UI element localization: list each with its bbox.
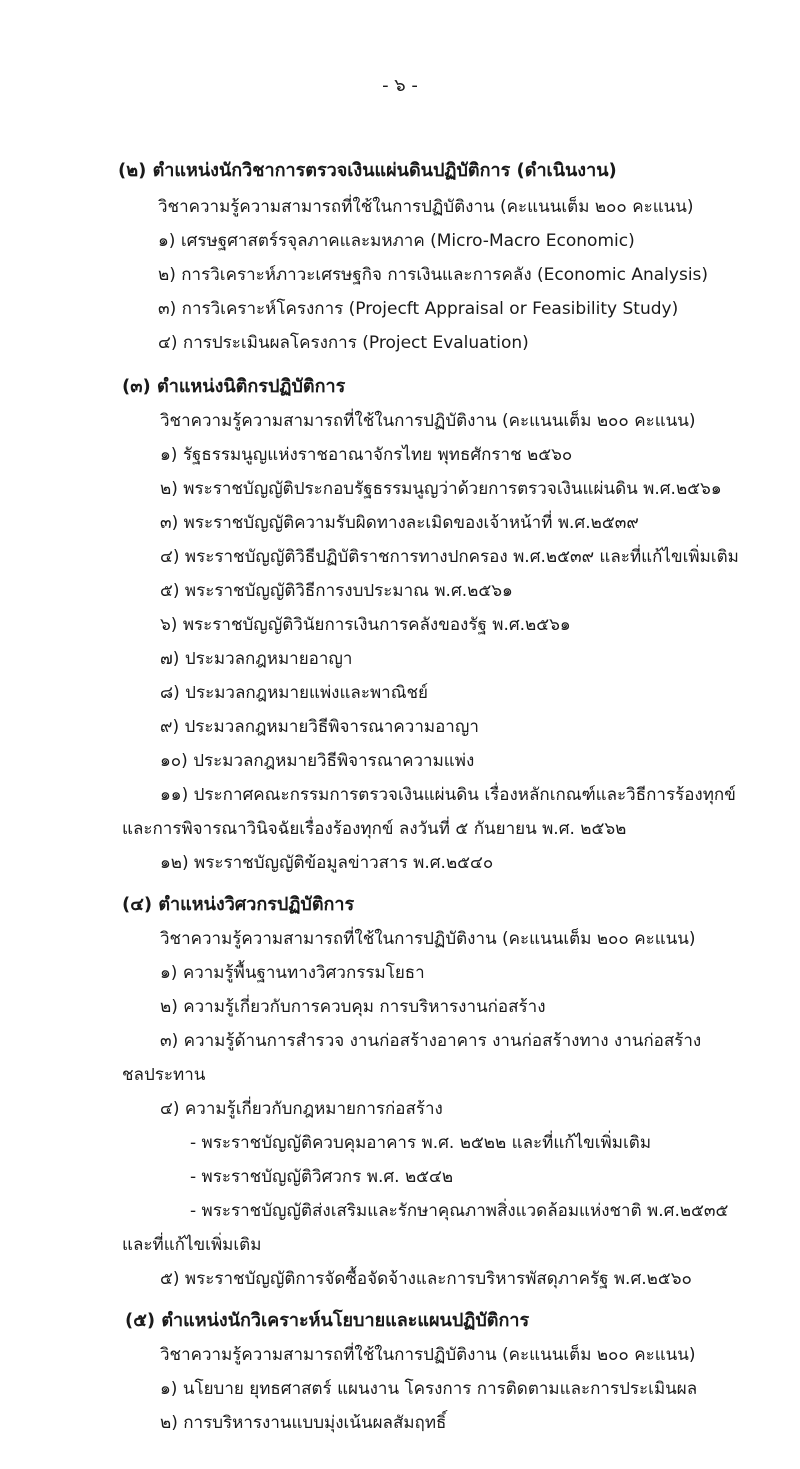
list-item: ๑๒) พระราชบัญญัติข้อมูลข่าวสาร พ.ศ.๒๕๔๐ — [160, 853, 494, 873]
list-item: ๑) ความรู้พื้นฐานทางวิศวกรรมโยธา — [160, 963, 425, 983]
list-item-continuation: ชลประทาน — [122, 1065, 206, 1085]
section-heading: (๕) ตำแหน่งนักวิเคราะห์นโยบายและแผนปฏิบัติการ — [125, 1310, 530, 1331]
list-item: ๓) พระราชบัญญัติความรับผิดทางละเมิดของเจ้าหน้าที่ พ.ศ.๒๕๓๙ — [160, 513, 639, 533]
list-item: ๒) การบริหารงานแบบมุ่งเน้นผลสัมฤทธิ์ — [160, 1413, 447, 1433]
list-item: ๑๐) ประมวลกฎหมายวิธีพิจารณาความแพ่ง — [160, 751, 475, 771]
list-item: ๑) เศรษฐศาสตร์รจุลภาคและมหภาค (Micro-Macro Economic) — [158, 231, 635, 251]
section-heading: (๔) ตำแหน่งวิศวกรปฏิบัติการ — [122, 894, 355, 915]
section-subject: วิชาความรู้ความสามารถที่ใช้ในการปฏิบัติงาน (คะแนนเต็ม ๒๐๐ คะแนน) — [160, 929, 696, 949]
list-subitem: - พระราชบัญญัติวิศวกร พ.ศ. ๒๕๔๒ — [190, 1167, 454, 1187]
list-subitem: - พระราชบัญญัติควบคุมอาคาร พ.ศ. ๒๕๒๒ และที่แก้ไขเพิ่มเติม — [190, 1133, 652, 1153]
list-item: ๗) ประมวลกฎหมายอาญา — [160, 649, 353, 669]
section-heading: (๓) ตำแหน่งนิติกรปฏิบัติการ — [122, 376, 346, 397]
list-item: ๓) การวิเคราะห์โครงการ (Projecft Appraisal or Feasibility Study) — [158, 299, 679, 319]
list-item: ๔) พระราชบัญญัติวิธีปฏิบัติราชการทางปกครอง พ.ศ.๒๕๓๙ และที่แก้ไขเพิ่มเติม — [160, 547, 739, 567]
list-item: ๑) นโยบาย ยุทธศาสตร์ แผนงาน โครงการ การติดตามและการประเมินผล — [160, 1379, 698, 1399]
list-item-continuation: และที่แก้ไขเพิ่มเติม — [122, 1235, 262, 1255]
section-heading: (๒) ตำแหน่งนักวิชาการตรวจเงินแผ่นดินปฏิบัติการ (ดำเนินงาน) — [118, 160, 617, 181]
list-item: ๒) การวิเคราะห์ภาวะเศรษฐกิจ การเงินและการคลัง (Economic Analysis) — [158, 265, 709, 285]
section-subject: วิชาความรู้ความสามารถที่ใช้ในการปฏิบัติงาน (คะแนนเต็ม ๒๐๐ คะแนน) — [160, 1345, 696, 1365]
list-item: ๖) พระราชบัญญัติวินัยการเงินการคลังของรัฐ พ.ศ.๒๕๖๑ — [160, 615, 571, 635]
section-subject: วิชาความรู้ความสามารถที่ใช้ในการปฏิบัติงาน (คะแนนเต็ม ๒๐๐ คะแนน) — [160, 411, 696, 431]
list-item: ๘) ประมวลกฎหมายแพ่งและพาณิชย์ — [160, 683, 428, 703]
list-item: ๓) ความรู้ด้านการสำรวจ งานก่อสร้างอาคาร งานก่อสร้างทาง งานก่อสร้าง — [160, 1031, 702, 1051]
list-item: ๒) พระราชบัญญัติประกอบรัฐธรรมนูญว่าด้วยการตรวจเงินแผ่นดิน พ.ศ.๒๕๖๑ — [160, 479, 722, 499]
list-item: ๑๑) ประกาศคณะกรรมการตรวจเงินแผ่นดิน เรื่องหลักเกณฑ์และวิธีการร้องทุกข์ — [160, 785, 736, 805]
list-item-continuation: และการพิจารณาวินิจฉัยเรื่องร้องทุกข์ ลงวันที่ ๕ กันยายน พ.ศ. ๒๕๖๒ — [122, 819, 627, 839]
list-item: ๑) รัฐธรรมนูญแห่งราชอาณาจักรไทย พุทธศักราช ๒๕๖๐ — [160, 445, 573, 465]
list-item: ๕) พระราชบัญญัติวิธีการงบประมาณ พ.ศ.๒๕๖๑ — [160, 581, 513, 601]
page-number: - ๖ - — [382, 75, 418, 96]
list-item: ๕) พระราชบัญญัติการจัดซื้อจัดจ้างและการบริหารพัสดุภาครัฐ พ.ศ.๒๕๖๐ — [160, 1269, 692, 1289]
list-item: ๔) ความรู้เกี่ยวกับกฎหมายการก่อสร้าง — [160, 1099, 443, 1119]
list-subitem: - พระราชบัญญัติส่งเสริมและรักษาคุณภาพสิ่งแวดล้อมแห่งชาติ พ.ศ.๒๕๓๕ — [190, 1201, 729, 1221]
section-subject: วิชาความรู้ความสามารถที่ใช้ในการปฏิบัติงาน (คะแนนเต็ม ๒๐๐ คะแนน) — [158, 197, 694, 217]
list-item: ๙) ประมวลกฎหมายวิธีพิจารณาความอาญา — [160, 717, 479, 737]
list-item: ๒) ความรู้เกี่ยวกับการควบคุม การบริหารงานก่อสร้าง — [160, 997, 546, 1017]
list-item: ๔) การประเมินผลโครงการ (Project Evaluation) — [158, 333, 529, 353]
